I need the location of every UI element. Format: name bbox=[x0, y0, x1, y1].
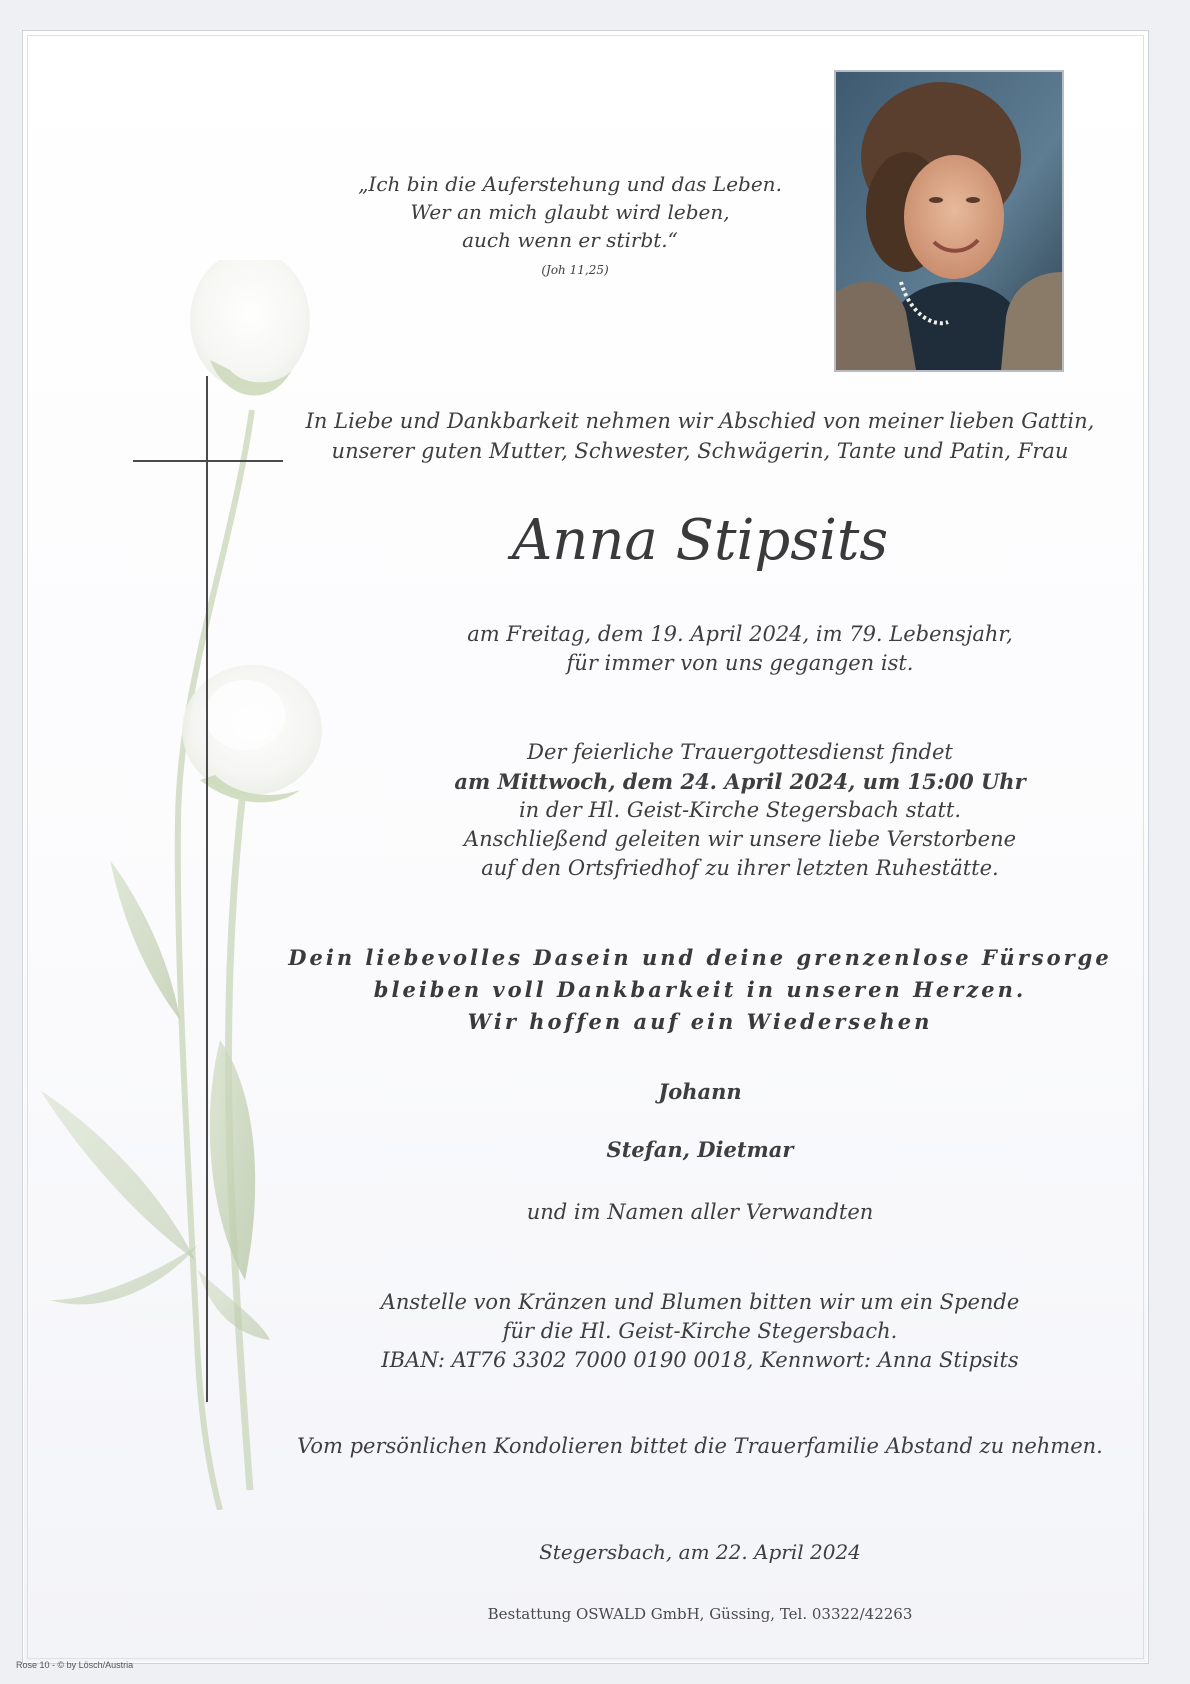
portrait-photo bbox=[834, 70, 1064, 372]
undertaker-info: Bestattung OSWALD GmbH, Güssing, Tel. 03322/42263 bbox=[487, 1605, 913, 1623]
service-line: Anschließend geleiten wir unsere liebe Verstorbene bbox=[463, 827, 1017, 851]
passing-notice bbox=[380, 620, 1100, 678]
quote-line: „Ich bin die Auferstehung und das Leben. bbox=[358, 172, 782, 196]
tribute-verse bbox=[280, 942, 1120, 1038]
mourner-relatives: und im Namen aller Verwandten bbox=[526, 1200, 874, 1224]
tribute-line: bleiben voll Dankbarkeit in unseren Herzen. bbox=[373, 977, 1027, 1002]
service-date-time: am Mittwoch, dem 24. April 2024, um 15:00 Uhr bbox=[454, 769, 1026, 794]
intro-line: In Liebe und Dankbarkeit nehmen wir Abschied von meiner lieben Gattin, bbox=[305, 409, 1095, 433]
quote-reference: (Joh 11,25) bbox=[541, 263, 609, 277]
cross-icon bbox=[206, 376, 208, 1402]
cross-bar bbox=[133, 460, 283, 462]
bible-quote bbox=[330, 170, 810, 254]
quote-line: Wer an mich glaubt wird leben, bbox=[410, 200, 730, 224]
farewell-intro bbox=[300, 406, 1100, 466]
mourner-children: Stefan, Dietmar bbox=[606, 1137, 794, 1162]
service-line: auf den Ortsfriedhof zu ihrer letzten Ruhestätte. bbox=[481, 856, 999, 880]
donation-line: für die Hl. Geist-Kirche Stegersbach. bbox=[502, 1319, 898, 1343]
condolence-note: Vom persönlichen Kondolieren bittet die Trauerfamilie Abstand zu nehmen. bbox=[297, 1434, 1103, 1458]
service-line: Der feierliche Trauergottesdienst findet bbox=[527, 740, 953, 764]
intro-line: unserer guten Mutter, Schwester, Schwägerin, Tante und Patin, Frau bbox=[331, 439, 1069, 463]
deceased-name: Anna Stipsits bbox=[511, 508, 889, 573]
mourner-spouse: Johann bbox=[658, 1079, 742, 1104]
funeral-service-info bbox=[380, 738, 1100, 883]
donation-iban: IBAN: AT76 3302 7000 0190 0018, Kennwort: Anna Stipsits bbox=[381, 1348, 1019, 1372]
place-and-date: Stegersbach, am 22. April 2024 bbox=[539, 1540, 861, 1564]
tribute-line: Dein liebevolles Dasein und deine grenzenlose Fürsorge bbox=[288, 945, 1112, 970]
image-credit: Rose 10 - © by Lösch/Austria bbox=[16, 1660, 134, 1670]
quote-line: auch wenn er stirbt.“ bbox=[462, 228, 678, 252]
passing-line: am Freitag, dem 19. April 2024, im 79. Lebensjahr, bbox=[467, 622, 1013, 646]
service-line: in der Hl. Geist-Kirche Stegersbach statt. bbox=[518, 798, 962, 822]
passing-line: für immer von uns gegangen ist. bbox=[566, 651, 914, 675]
tribute-line: Wir hoffen auf ein Wiedersehen bbox=[467, 1009, 933, 1034]
donation-request bbox=[320, 1288, 1080, 1375]
donation-line: Anstelle von Kränzen und Blumen bitten wir um ein Spende bbox=[380, 1290, 1020, 1314]
